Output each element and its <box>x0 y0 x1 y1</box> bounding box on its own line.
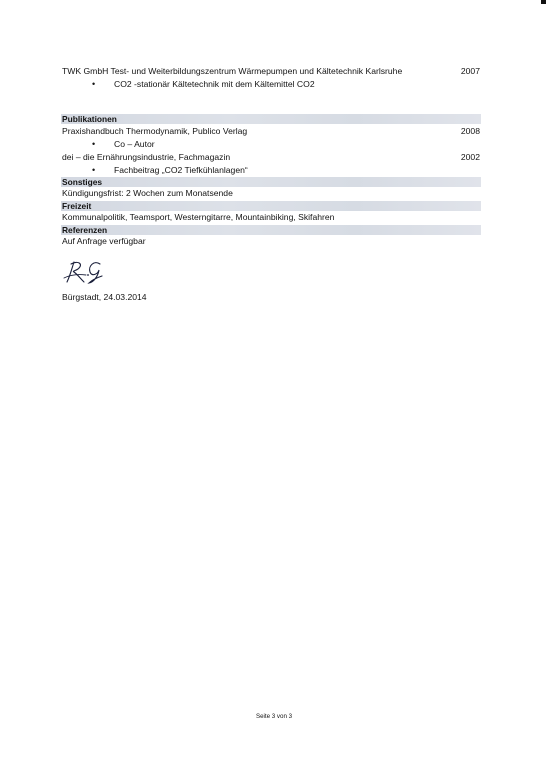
publication-title: dei – die Ernährungsindustrie, Fachmagazin <box>62 152 231 162</box>
bullet-dot: • <box>92 165 96 175</box>
section-heading-referenzen: Referenzen <box>61 225 481 235</box>
experience-company: TWK GmbH Test- und Weiterbildungszentrum Wärmepumpen und Kältetechnik Karlsruhe <box>62 66 403 76</box>
bullet-dot: • <box>92 139 96 149</box>
section-heading-freizeit: Freizeit <box>61 201 481 211</box>
publication-year: 2002 <box>460 152 480 162</box>
publication-bullet-text: Co – Autor <box>114 139 155 149</box>
publication-bullet-text: Fachbeitrag „CO2 Tiefkühlanlagen“ <box>114 165 248 175</box>
referenzen-text: Auf Anfrage verfügbar <box>62 236 146 246</box>
page-footer: Seite 3 von 3 <box>255 713 293 720</box>
sonstiges-text: Kündigungsfrist: 2 Wochen zum Monatsende <box>62 188 233 198</box>
experience-year: 2007 <box>460 66 480 76</box>
publication-year: 2008 <box>460 126 480 136</box>
handwritten-signature <box>62 258 104 286</box>
bullet-dot: • <box>92 79 96 89</box>
experience-entry <box>62 66 480 77</box>
publication-bullet <box>92 165 248 176</box>
publication-title: Praxishandbuch Thermodynamik, Publico Verlag <box>62 126 248 136</box>
section-heading-sonstiges: Sonstiges <box>61 177 481 187</box>
experience-bullet <box>92 79 315 90</box>
freizeit-text: Kommunalpolitik, Teamsport, Westerngitarre, Mountainbiking, Skifahren <box>62 212 335 222</box>
publication-bullet <box>92 139 155 150</box>
publication-entry <box>62 152 480 163</box>
experience-bullet-text: CO2 -stationär Kältetechnik mit dem Kältemittel CO2 <box>114 79 315 89</box>
scan-corner-mark <box>541 0 546 4</box>
section-heading-publikationen: Publikationen <box>61 114 481 124</box>
place-and-date: Bürgstadt, 24.03.2014 <box>62 292 147 302</box>
publication-entry <box>62 126 480 137</box>
